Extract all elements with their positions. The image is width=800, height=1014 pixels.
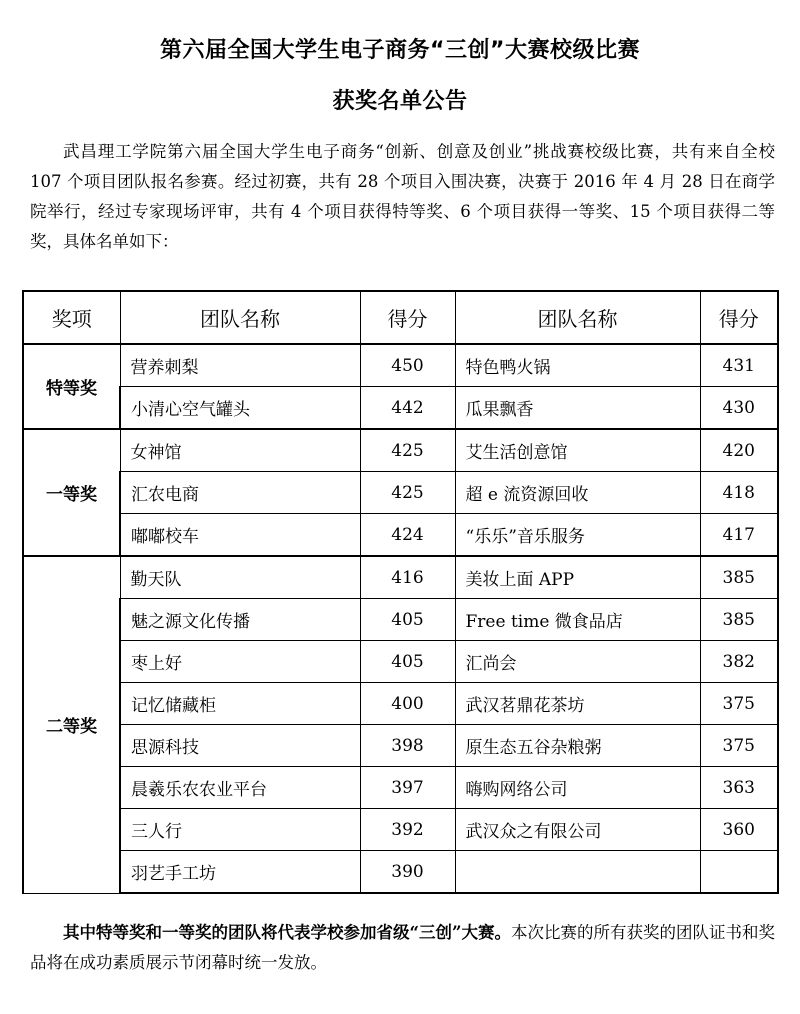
team-name: 羽艺手工坊 <box>120 851 360 894</box>
page-title: 第六届全国大学生电子商务“三创”大赛校级比赛 <box>160 38 640 63</box>
team-score: 424 <box>360 514 455 557</box>
closing-text: 本次比赛的所有获奖的团队证书和奖品将在成功素质展示节闭幕时统一发放。 <box>30 923 776 972</box>
header-team-b: 团队名称 <box>455 291 700 344</box>
team-score: 425 <box>360 472 455 514</box>
header-score-b: 得分 <box>700 291 778 344</box>
team-name: 嗨购网络公司 <box>455 767 700 809</box>
table-row <box>23 641 778 683</box>
team-name: 瓜果飘香 <box>455 387 700 430</box>
team-score: 430 <box>700 387 778 430</box>
header-team-a: 团队名称 <box>120 291 360 344</box>
header-score-a: 得分 <box>360 291 455 344</box>
table-row <box>23 429 778 472</box>
team-name: 魅之源文化传播 <box>120 599 360 641</box>
team-score: 392 <box>360 809 455 851</box>
team-name: 晨羲乐农农业平台 <box>120 767 360 809</box>
table-row <box>23 851 778 894</box>
team-name: 特色鸭火锅 <box>455 344 700 387</box>
table-row <box>23 344 778 387</box>
table-row <box>23 514 778 557</box>
table-row <box>23 599 778 641</box>
team-name: 美妆上面 APP <box>455 556 700 599</box>
table-row <box>23 556 778 599</box>
team-name: 枣上好 <box>120 641 360 683</box>
team-name: 嘟嘟校车 <box>120 514 360 557</box>
team-score: 390 <box>360 851 455 894</box>
team-score: 385 <box>700 556 778 599</box>
team-score: 405 <box>360 641 455 683</box>
team-score: 431 <box>700 344 778 387</box>
team-score: 405 <box>360 599 455 641</box>
team-score: 360 <box>700 809 778 851</box>
team-score: 363 <box>700 767 778 809</box>
header-award: 奖项 <box>23 291 120 344</box>
team-score <box>700 851 778 894</box>
team-score: 450 <box>360 344 455 387</box>
team-name <box>455 851 700 894</box>
table-header-row <box>23 291 778 344</box>
team-name: 汇农电商 <box>120 472 360 514</box>
team-score: 385 <box>700 599 778 641</box>
team-name: Free time 微食品店 <box>455 599 700 641</box>
table-row <box>23 472 778 514</box>
team-score: 397 <box>360 767 455 809</box>
award-category-first: 一等奖 <box>23 429 120 556</box>
team-score: 398 <box>360 725 455 767</box>
team-score: 417 <box>700 514 778 557</box>
table-row <box>23 387 778 430</box>
intro-paragraph: 武昌理工学院第六届全国大学生电子商务“创新、创意及创业”挑战赛校级比赛，共有来自全校 107 个项目团队报名参赛。经过初赛，共有 28 个项目入围决赛，决赛于 2016 年 4 月 28 日在商学院举行，经过专家现场评审，共有 4 个项目获得特等奖、6 个项目获得一等奖、15 个项目获得二等奖，具体名单如下： <box>30 142 775 251</box>
team-score: 425 <box>360 429 455 472</box>
table-row <box>23 809 778 851</box>
team-name: 女神馆 <box>120 429 360 472</box>
closing-paragraph <box>30 918 775 978</box>
team-score: 375 <box>700 683 778 725</box>
team-name: 营养刺梨 <box>120 344 360 387</box>
team-name: 艾生活创意馆 <box>455 429 700 472</box>
team-name: 原生态五谷杂粮粥 <box>455 725 700 767</box>
awards-table <box>22 290 779 894</box>
team-name: 勤天队 <box>120 556 360 599</box>
team-name: 记忆储藏柜 <box>120 683 360 725</box>
team-name: “乐乐”音乐服务 <box>455 514 700 557</box>
team-score: 400 <box>360 683 455 725</box>
team-score: 375 <box>700 725 778 767</box>
team-score: 418 <box>700 472 778 514</box>
team-name: 汇尚会 <box>455 641 700 683</box>
team-score: 420 <box>700 429 778 472</box>
page-subtitle: 获奖名单公告 <box>332 89 468 114</box>
team-score: 442 <box>360 387 455 430</box>
team-name: 武汉茗鼎花茶坊 <box>455 683 700 725</box>
table-row <box>23 683 778 725</box>
team-name: 超 e 流资源回收 <box>455 472 700 514</box>
team-name: 思源科技 <box>120 725 360 767</box>
table-row <box>23 767 778 809</box>
team-name: 三人行 <box>120 809 360 851</box>
team-score: 416 <box>360 556 455 599</box>
team-name: 小清心空气罐头 <box>120 387 360 430</box>
team-score: 382 <box>700 641 778 683</box>
team-name: 武汉众之有限公司 <box>455 809 700 851</box>
table-row <box>23 725 778 767</box>
closing-bold-text: 其中特等奖和一等奖的团队将代表学校参加省级“三创”大赛。 <box>63 923 511 942</box>
award-category-second: 二等奖 <box>23 556 120 893</box>
award-category-special: 特等奖 <box>23 344 120 429</box>
